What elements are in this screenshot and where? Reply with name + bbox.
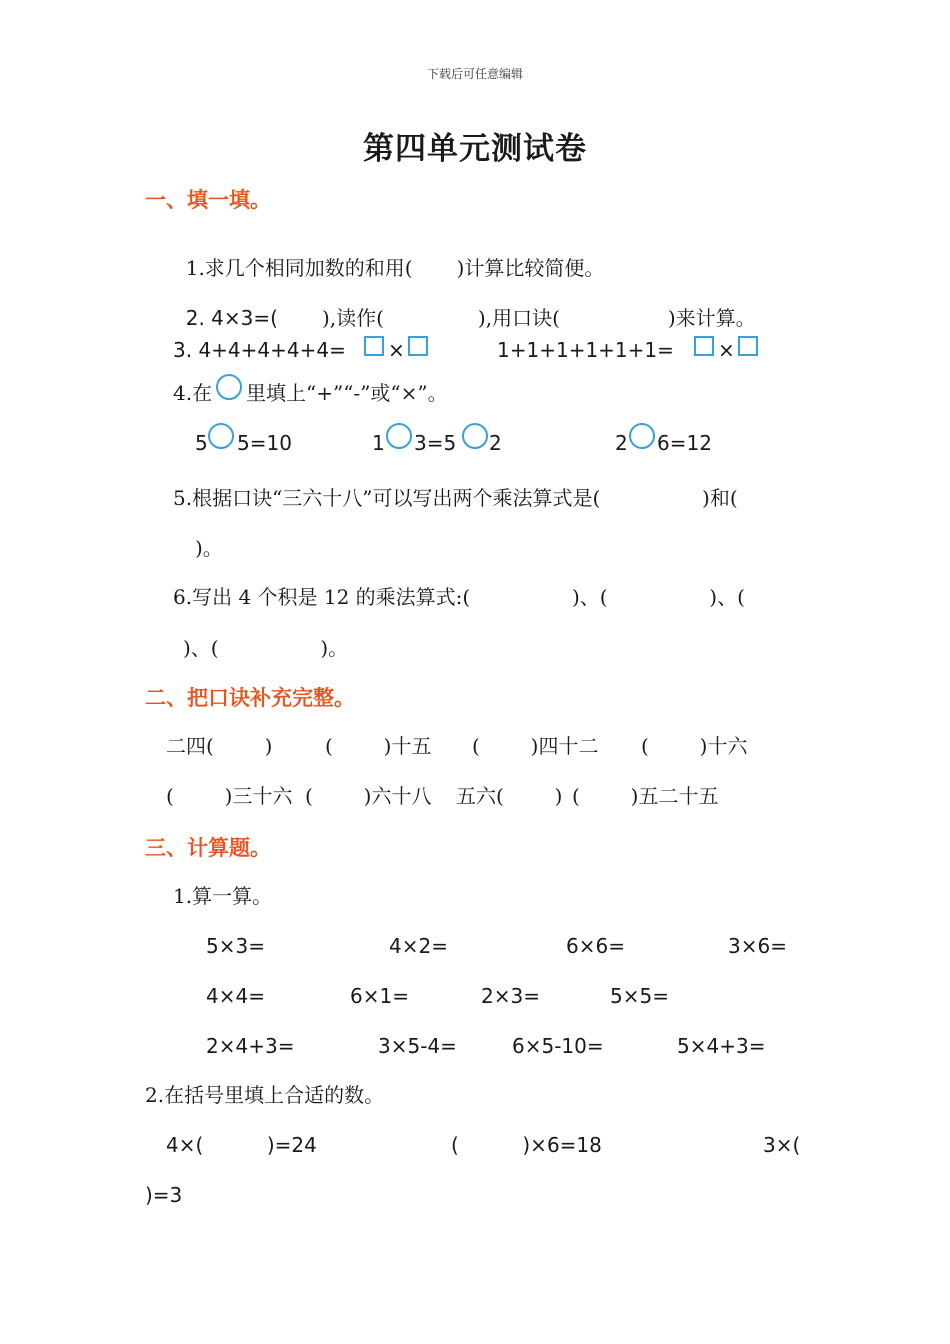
calc-item: 2×4+3= xyxy=(206,1034,295,1058)
q2-line xyxy=(173,288,756,328)
mnemonic-item: 五六( ) xyxy=(456,784,563,808)
calc-item: 5×4+3= xyxy=(677,1034,766,1058)
mnemonic-item: ( )四十二 xyxy=(472,734,599,758)
q4-prompt-b: 里填上“+”“-”或“×”。 xyxy=(246,381,448,405)
q4-e3-b: 6=12 xyxy=(657,431,712,455)
fill-item: 3×( xyxy=(763,1133,801,1157)
mnemonic-item: ( )三十六 xyxy=(166,784,293,808)
q4-e3-a: 2 xyxy=(615,431,628,455)
q4-e1-a: 5 xyxy=(195,431,208,455)
q3-right-expr: 1+1+1+1+1+1= xyxy=(497,338,674,362)
q2-text-a: 2. 4×3=( xyxy=(185,306,278,330)
q1-text-a: 1.求几个相同加数的和用( xyxy=(185,256,413,280)
fill-item: ( )×6=18 xyxy=(451,1133,602,1157)
page-header: 下载后可任意编辑 xyxy=(426,67,523,81)
section3-heading: 三、计算题。 xyxy=(145,836,271,860)
mnemonic-item: 二四( ) xyxy=(166,734,273,758)
q5-line1: 5.根据口诀“三六十八”可以写出两个乘法算式是( )和( xyxy=(173,486,738,510)
page-title: 第四单元测试卷 xyxy=(363,131,587,167)
operator-circle[interactable] xyxy=(462,423,488,449)
q4-e2-b: 3=5 xyxy=(414,431,457,455)
calc-item: 4×2= xyxy=(389,934,448,958)
mnemonic-item: ( )十五 xyxy=(325,734,432,758)
q4-e1-b: 5=10 xyxy=(237,431,292,455)
calc-item: 6×1= xyxy=(350,984,409,1008)
s3-q1-label: 1.算一算。 xyxy=(173,884,273,908)
q3-left-expr: 3. 4+4+4+4+4= xyxy=(173,338,346,362)
q2-text-c: ),用口诀( xyxy=(477,306,560,330)
q6-line2: )、( )。 xyxy=(183,636,349,660)
section2-heading: 二、把口诀补充完整。 xyxy=(145,686,355,710)
times-sign: × xyxy=(388,338,405,362)
q6-line1: 6.写出 4 个积是 12 的乘法算式:( )、( )、( xyxy=(173,585,745,609)
times-sign: × xyxy=(718,338,735,362)
q4-e2-a: 1 xyxy=(372,431,385,455)
q4-e2-c: 2 xyxy=(489,431,502,455)
fill-item: 4×( )=24 xyxy=(166,1133,317,1157)
calc-item: 6×5-10= xyxy=(512,1034,604,1058)
answer-box[interactable] xyxy=(364,336,384,356)
answer-box[interactable] xyxy=(694,336,714,356)
mnemonic-item: ( )十六 xyxy=(641,734,748,758)
calc-item: 5×3= xyxy=(206,934,265,958)
circle-icon xyxy=(216,374,242,400)
operator-circle[interactable] xyxy=(208,423,234,449)
s3-q2-label: 2.在括号里填上合适的数。 xyxy=(145,1083,385,1107)
fill-item-wrap: )=3 xyxy=(145,1183,183,1207)
calc-item: 4×4= xyxy=(206,984,265,1008)
q4-prompt-a: 4.在 xyxy=(173,381,213,405)
answer-box[interactable] xyxy=(738,336,758,356)
mnemonic-item: ( )五二十五 xyxy=(572,784,719,808)
q1-text-b: )计算比较简便。 xyxy=(456,256,605,280)
calc-item: 3×6= xyxy=(728,934,787,958)
q2-text-d: )来计算。 xyxy=(667,306,756,330)
q2-text-b: ),读作( xyxy=(321,306,384,330)
calc-item: 5×5= xyxy=(610,984,669,1008)
q1-line xyxy=(173,238,604,278)
calc-item: 6×6= xyxy=(566,934,625,958)
operator-circle[interactable] xyxy=(386,423,412,449)
calc-item: 2×3= xyxy=(481,984,540,1008)
answer-box[interactable] xyxy=(408,336,428,356)
q5-line2: )。 xyxy=(195,536,223,560)
mnemonic-item: ( )六十八 xyxy=(305,784,432,808)
calc-item: 3×5-4= xyxy=(378,1034,457,1058)
operator-circle[interactable] xyxy=(629,423,655,449)
section1-heading: 一、填一填。 xyxy=(145,188,271,212)
